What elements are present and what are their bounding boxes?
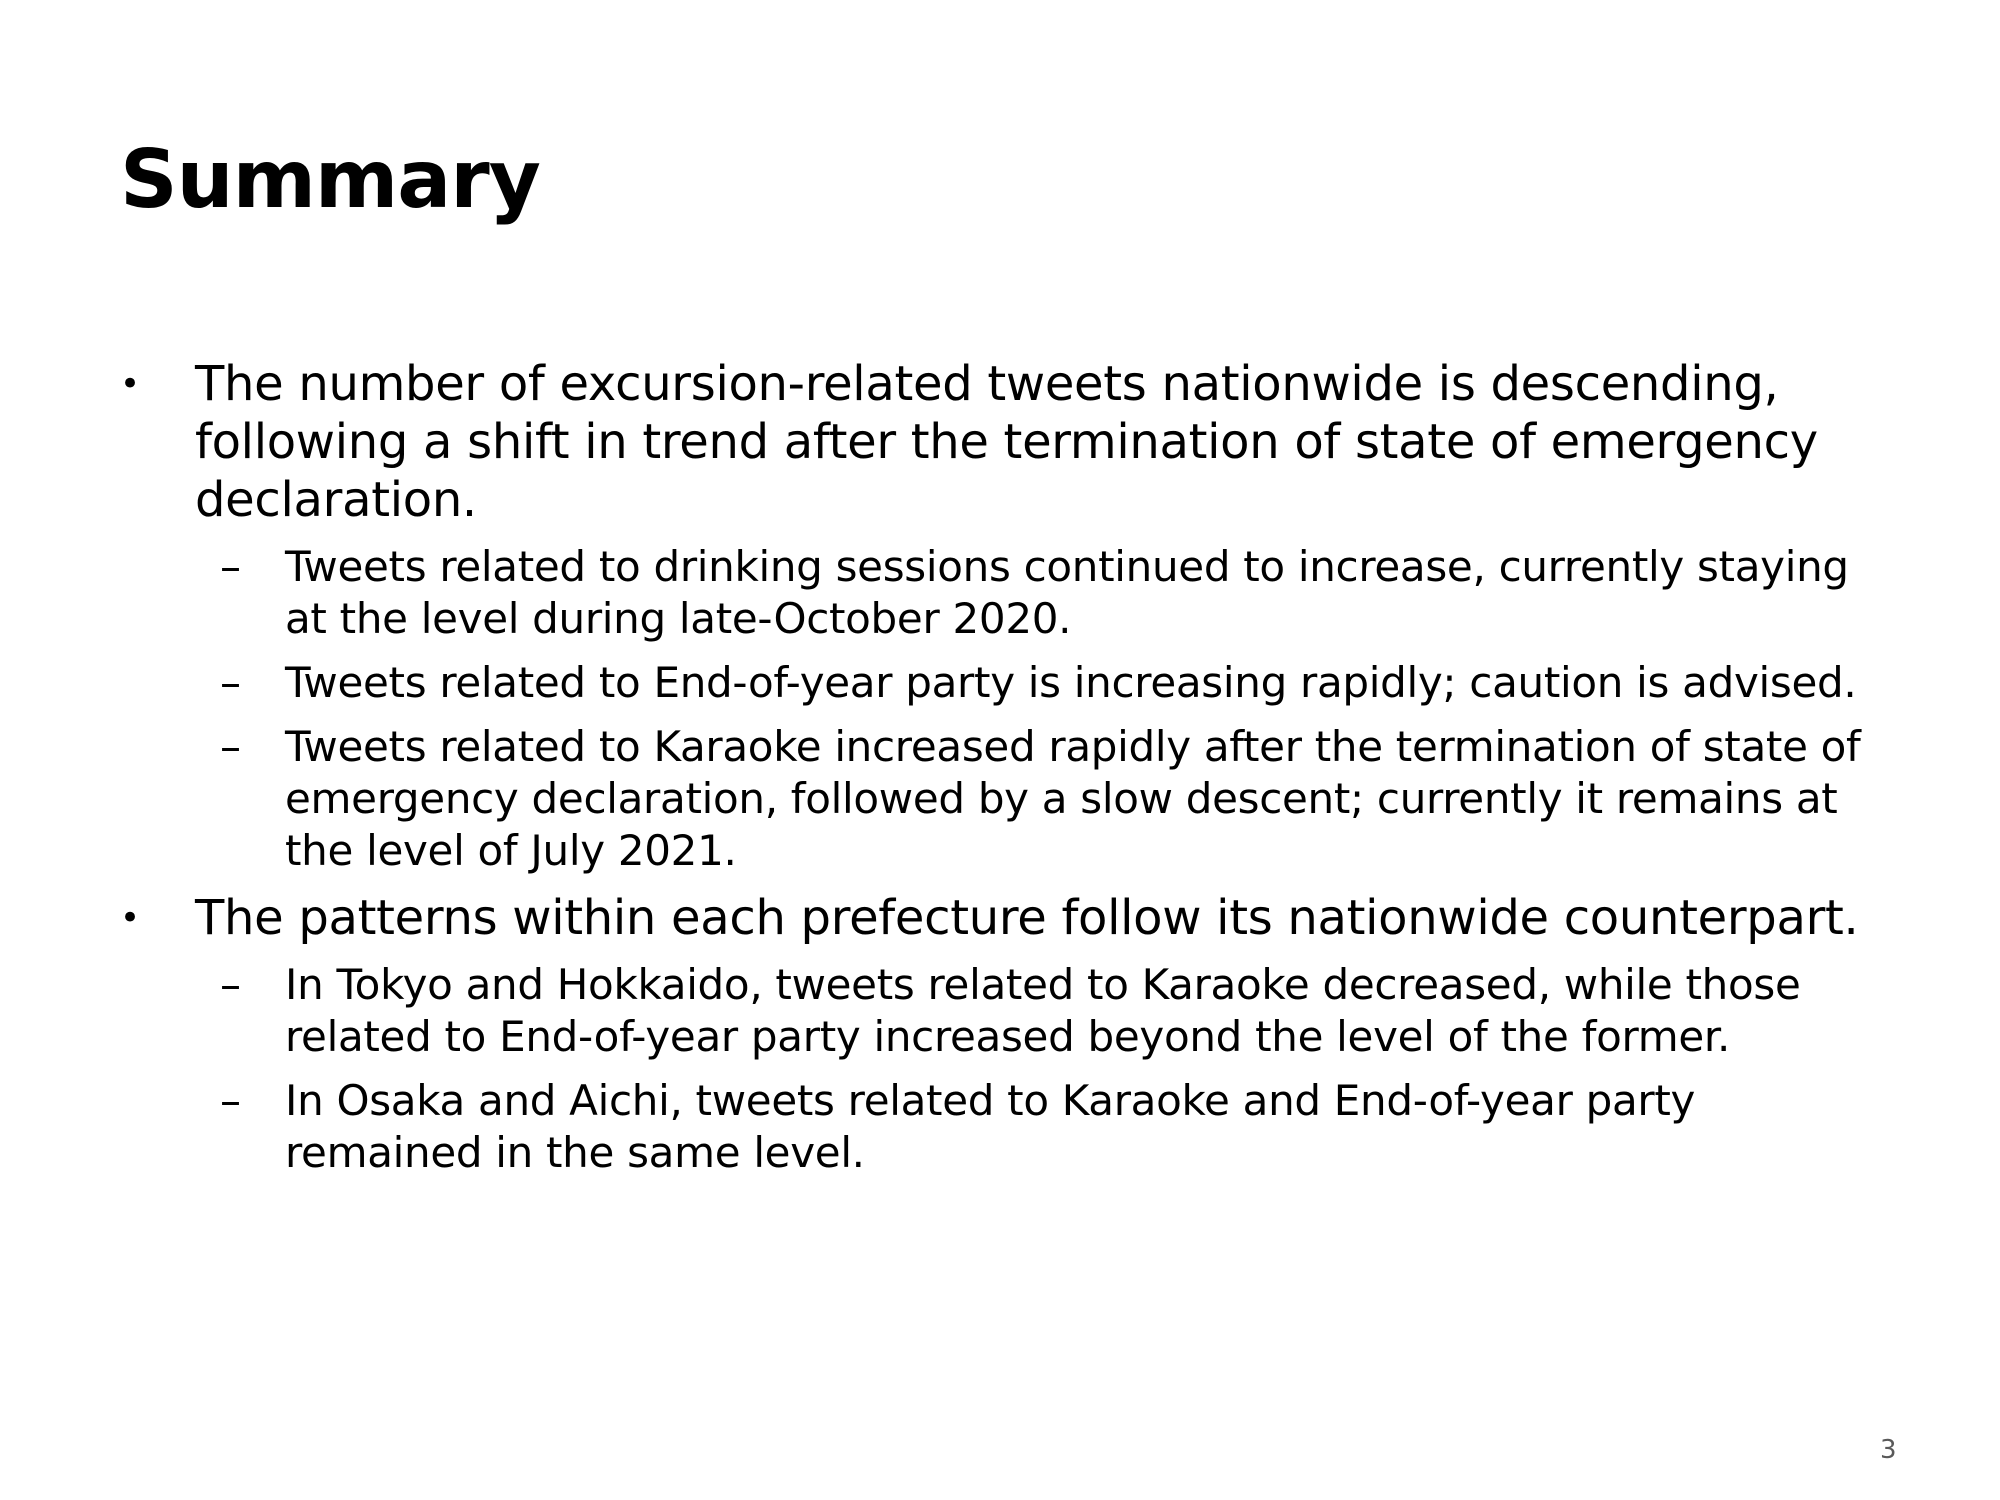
sub-bullet-text: Tweets related to End-of-year party is increasing rapidly; caution is advised. [285,658,1857,707]
slide-title: Summary [120,133,540,226]
sub-bullet-text: In Osaka and Aichi, tweets related to Karaoke and End-of-year party remained in the same level. [285,1076,1696,1177]
sub-bullet-item [120,657,1900,709]
sub-bullet-list [120,959,1900,1179]
sub-bullet-item [120,721,1900,877]
bullet-marker: • [120,364,140,404]
bullet-item [120,889,1900,947]
bullet-text: The patterns within each prefecture follow its nationwide counterpart. [195,890,1859,946]
sub-bullet-marker: – [220,658,241,707]
slide-content [120,355,1900,1191]
sub-bullet-item [120,1075,1900,1179]
bullet-marker: • [120,898,140,938]
sub-bullet-text: In Tokyo and Hokkaido, tweets related to Karaoke decreased, while those related to End-of-year party increased beyond the level of the former. [285,960,1801,1061]
sub-bullet-text: Tweets related to drinking sessions continued to increase, currently staying at the level during late-October 2020. [285,542,1849,643]
sub-bullet-item [120,541,1900,645]
sub-bullet-marker: – [220,960,241,1009]
sub-bullet-item [120,959,1900,1063]
sub-bullet-text: Tweets related to Karaoke increased rapidly after the termination of state of emergency declaration, followed by a slow descent; currently it remains at the level of July 2021. [285,722,1861,875]
sub-bullet-marker: – [220,722,241,771]
bullet-text: The number of excursion-related tweets nationwide is descending, following a shift in trend after the termination of state of emergency declaration. [195,356,1818,528]
sub-bullet-list [120,541,1900,877]
page-number: 3 [1880,1435,1897,1465]
sub-bullet-marker: – [220,542,241,591]
bullet-item [120,355,1900,529]
sub-bullet-marker: – [220,1076,241,1125]
